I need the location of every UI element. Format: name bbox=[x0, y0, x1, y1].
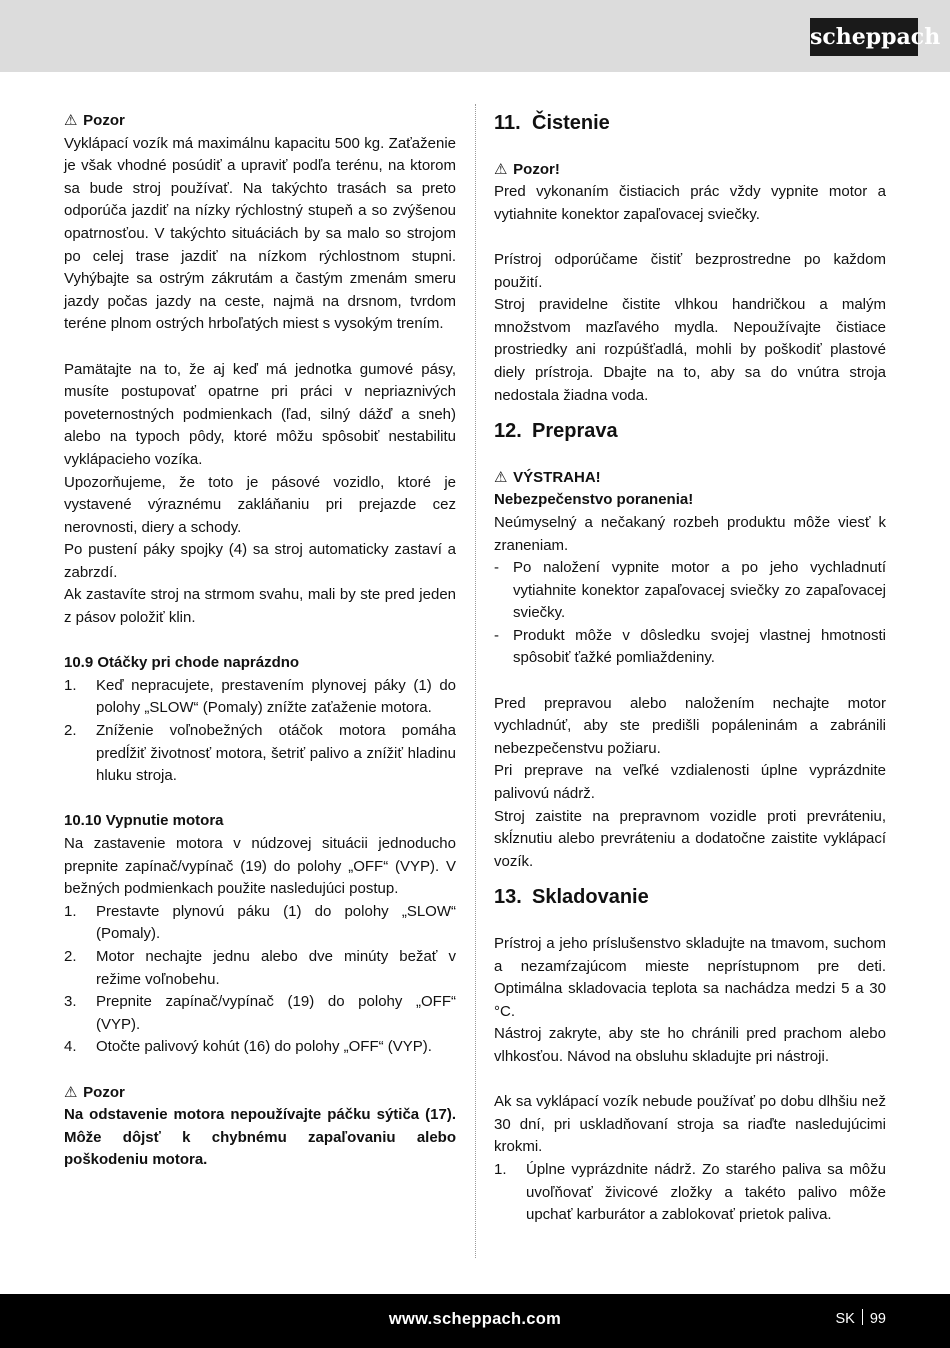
right-column bbox=[494, 110, 886, 1227]
idle-speed-list bbox=[64, 675, 456, 788]
caution-heading: ⚠ Pozor! bbox=[494, 159, 886, 182]
page-header bbox=[0, 0, 950, 72]
list-item: 1. Úplne vyprázdnite nádrž. Zo starého paliva sa môžu uvoľňovať živicové zložky a takéto palivo môže upchať karburátor a zablokovať prietok paliva. bbox=[494, 1160, 886, 1224]
section-heading-12: 12. Preprava bbox=[494, 420, 618, 443]
paragraph: Pamätajte na to, že aj keď má jednotka gumové pásy, musíte postupovať opatrne pri práci v nepriaznivých poveternostných podmienkach (ľad, silný dážď a sneh) alebo na typoch pôdy, ktoré môžu spôsobiť nestabilitu vyklápacieho vozíka. bbox=[64, 360, 456, 468]
column-divider bbox=[475, 104, 476, 1258]
section-heading-13: 13. Skladovanie bbox=[494, 886, 649, 909]
warning-triangle-icon: ⚠ bbox=[494, 160, 508, 178]
paragraph: Stroj pravidelne čistite vlhkou handričkou a malým množstvom mazľavého mydla. Nepoužívajte čistiace prostriedky ani rozpúšťadlá, mohli by poškodiť plastové diely prístroja. Dbajte na to, aby sa do vnútra stroja nedostala žiadna voda. bbox=[494, 296, 886, 404]
list-item: 2. Motor nechajte jednu alebo dve minúty bežať v režime voľnobehu. bbox=[64, 947, 456, 988]
warning-triangle-icon: ⚠ bbox=[494, 468, 508, 486]
list-item: 2. Zníženie voľnobežných otáčok motora pomáha predĺžiť životnosť motora, šetriť palivo a znížiť hladinu hluku stroja. bbox=[64, 722, 456, 785]
warning-triangle-icon: ⚠ bbox=[64, 112, 78, 129]
warning-text: Neúmyselný a nečakaný rozbeh produktu môže viesť k zraneniam. bbox=[494, 513, 886, 554]
list-item: 3. Prepnite zapínač/vypínač (19) do polohy „OFF“ (VYP). bbox=[64, 993, 456, 1033]
paragraph: Prístroj odporúčame čistiť bezprostredne po každom použití. bbox=[494, 250, 886, 291]
caution-heading: ⚠ Pozor bbox=[64, 110, 456, 133]
warning-list bbox=[494, 557, 886, 670]
section-heading-11: 11. Čistenie bbox=[494, 112, 610, 134]
page-number: SK 99 bbox=[835, 1311, 886, 1327]
list-item: 1. Prestavte plynovú páku (1) do polohy „SLOW“ (Pomaly). bbox=[64, 902, 456, 943]
website-link[interactable]: www.scheppach.com bbox=[388, 1310, 562, 1328]
page-footer bbox=[0, 1294, 950, 1348]
caution-text: Na odstavenie motora nepoužívajte páčku sýtiča (17). Môže dôjsť k chybnému zapaľovaniu alebo poškodeniu motora. bbox=[64, 1106, 456, 1169]
warning-triangle-icon: ⚠ bbox=[64, 1083, 78, 1101]
list-item: - Produkt môže v dôsledku svojej vlastnej hmotnosti spôsobiť ťažké pomliaždeniny. bbox=[494, 626, 886, 667]
paragraph: Upozorňujeme, že toto je pásové vozidlo, ktoré je vystavené výraznému zakláňaniu pri prejazde cez nerovnosti, diery a schody. bbox=[64, 473, 456, 536]
paragraph: Po pustení páky spojky (4) sa stroj automaticky zastaví a zabrzdí. bbox=[64, 541, 456, 581]
caution-heading: ⚠ Pozor bbox=[64, 1082, 456, 1105]
list-item: - Po naložení vypnite motor a po jeho vychladnutí vytiahnite konektor zapaľovacej sviečky zo zapaľovacej sviečky. bbox=[494, 559, 886, 622]
paragraph: Pri preprave na veľké vzdialenosti úplne vyprázdnite palivovú nádrž. bbox=[494, 762, 886, 803]
section-heading-10-10: 10.10 Vypnutie motora bbox=[64, 812, 224, 830]
storage-list bbox=[494, 1159, 886, 1227]
warning-subheading: Nebezpečenstvo poranenia! bbox=[494, 491, 694, 509]
scheppach-logo: scheppach bbox=[810, 18, 918, 56]
engine-stop-list bbox=[64, 901, 456, 1059]
left-column bbox=[64, 110, 456, 1172]
paragraph: Na zastavenie motora v núdzovej situácii jednoducho prepnite zapínač/vypínač (19) do polohy „OFF“ (VYP). V bežných podmienkach použite nasledujúci postup. bbox=[64, 835, 456, 898]
caution-text: Pred vykonaním čistiacich prác vždy vypnite motor a vytiahnite konektor zapaľovacej sviečky. bbox=[494, 183, 886, 223]
list-item: 4. Otočte palivový kohút (16) do polohy „OFF“ (VYP). bbox=[64, 1038, 432, 1056]
paragraph: Nástroj zakryte, aby ste ho chránili pred prachom alebo vlhkosťou. Návod na obsluhu skladujte pri nástroji. bbox=[494, 1025, 886, 1065]
paragraph: Ak sa vyklápací vozík nebude používať po dobu dlhšiu než 30 dní, pri uskladňovaní stroja sa riaďte nasledujúcimi krokmi. bbox=[494, 1093, 886, 1156]
caution-text: Vyklápací vozík má maximálnu kapacitu 500 kg. Zaťaženie je však vhodné posúdiť a upraviť podľa terénu, na ktorom sa bude stroj používať. Na takýchto trasách sa preto odporúča jazdiť na nízky rýchlostný stupeň a so zvýšenou opatrnosťou. V takýchto situáciách by sa malo so strojom po celej trase jazdiť na nízkom rýchlostnom stupni. Vyhýbajte sa ostrým zákrutám a častým zmenám smeru jazdy počas jazdy na ceste, najmä na drsnom, tvrdom teréne plnom ostrých hrboľatých miest s vysokým trením. bbox=[64, 134, 456, 333]
list-item: 1. Keď nepracujete, prestavením plynovej páky (1) do polohy „SLOW“ (Pomaly) znížte zaťaženie motora. bbox=[64, 676, 456, 717]
paragraph: Ak zastavíte stroj na strmom svahu, mali by ste pred jeden z pásov položiť klin. bbox=[64, 586, 456, 627]
paragraph: Pred prepravou alebo naložením nechajte motor vychladnúť, aby ste predišli popáleninám a zabránili nebezpečenstvu požiaru. bbox=[494, 694, 886, 757]
section-heading-10-9: 10.9 Otáčky pri chode naprázdno bbox=[64, 654, 300, 672]
paragraph: Stroj zaistite na prepravnom vozidle proti prevráteniu, skĺznutiu alebo prevráteniu a dodatočne zaistite vyklápací vozík. bbox=[494, 807, 886, 870]
warning-heading: ⚠ VÝSTRAHA! bbox=[494, 467, 886, 490]
paragraph: Prístroj a jeho príslušenstvo skladujte na tmavom, suchom a nezamŕzajúcom mieste neprístupnom pre deti. Optimálna skladovacia teplota sa nachádza medzi 5 a 30 °C. bbox=[494, 935, 886, 1020]
